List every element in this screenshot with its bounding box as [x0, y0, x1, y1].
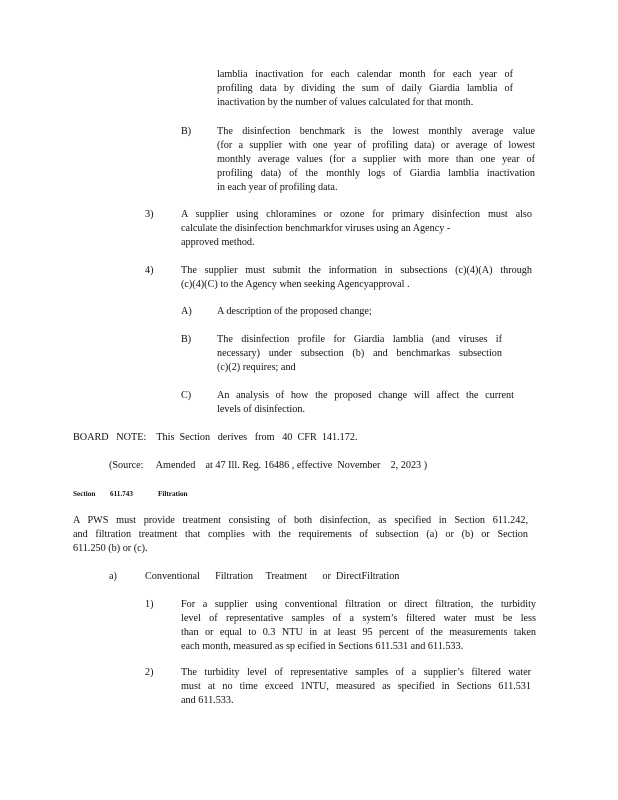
turbidity-limit-paragraph [181, 666, 531, 708]
text-line: than or equal to 0.3 NTU in at least 95 percent of the measurements taken [181, 627, 536, 638]
proposed-change-item [217, 305, 517, 319]
text-line: level of representative samples of a system’s filtered water must be less [181, 613, 536, 624]
text-line: A supplier using chloramines or ozone for primary disinfection must also [181, 209, 532, 220]
analysis-item [217, 389, 514, 417]
section-title: Filtration [158, 490, 188, 498]
text-line: lamblia inactivation for each calendar month for each year of [217, 69, 513, 80]
text-line: A PWS must provide treatment consisting of both disinfection, as specified in Section 611.242, [73, 515, 528, 526]
text-line: profiling data) of the monthly logs of Giardia lamblia inactivation [217, 168, 535, 179]
text-line: inactivation by the number of values calculated for that month. [217, 97, 474, 108]
text-line: An analysis of how the proposed change will affect the current [217, 390, 514, 401]
benchmark-definition-paragraph [217, 125, 535, 195]
subsection-title: Conventional Filtration Treatment or DirectFiltration [145, 571, 400, 582]
submission-paragraph [181, 264, 532, 292]
list-marker: 1) [145, 599, 154, 610]
list-marker: B) [181, 334, 192, 345]
text-line: 611.250 (b) or (c). [73, 543, 148, 554]
text-line: and filtration treatment that complies with the requirements of subsection (a) or (b) or Section [73, 529, 528, 540]
source-note: (Source: Amended at 47 Ill. Reg. 16486 , effective November 2, 2023 ) [109, 460, 428, 471]
text-line: must at no time exceed 1NTU, measured as specified in Sections 611.531 [181, 681, 531, 692]
section-label: Section [73, 490, 96, 498]
section-number: 611.743 [110, 490, 133, 498]
text-line: approved method. [181, 237, 255, 248]
text-line: The disinfection benchmark is the lowest monthly average value [217, 126, 535, 137]
text-line: The turbidity level of representative samples of a supplier’s filtered water [181, 667, 531, 678]
text-line: A description of the proposed change; [217, 306, 372, 317]
list-marker: B) [181, 126, 192, 137]
turbidity-requirement-paragraph [181, 598, 536, 654]
text-line: (c)(2) requires; and [217, 362, 296, 373]
filtration-intro-paragraph [73, 514, 528, 556]
continuation-paragraph [217, 68, 513, 110]
text-line: levels of disinfection. [217, 404, 305, 415]
text-line: (for a supplier with one year of profiling data) or average of lowest [217, 140, 535, 151]
disinfection-profile-item [217, 333, 502, 375]
list-marker: 2) [145, 667, 154, 678]
list-marker: 4) [145, 265, 154, 276]
text-line: in each year of profiling data. [217, 182, 338, 193]
text-line: The disinfection profile for Giardia lamblia (and viruses if [217, 334, 502, 345]
text-line: necessary) under subsection (b) and benchmarkas subsection [217, 348, 502, 359]
board-note: BOARD NOTE: This Section derives from 40 CFR 141.172. [73, 432, 358, 443]
text-line: calculate the disinfection benchmarkfor viruses using an Agency - [181, 223, 451, 234]
list-marker: 3) [145, 209, 154, 220]
text-line: The supplier must submit the information in subsections (c)(4)(A) through [181, 265, 532, 276]
text-line: (c)(4)(C) to the Agency when seeking Agencyapproval . [181, 279, 410, 290]
list-marker: C) [181, 390, 192, 401]
section-heading [73, 487, 188, 501]
text-line: For a supplier using conventional filtration or direct filtration, the turbidity [181, 599, 536, 610]
subsection-marker: a) [109, 571, 117, 582]
text-line: each month, measured as sp ecified in Sections 611.531 and 611.533. [181, 641, 464, 652]
virus-benchmark-paragraph [181, 208, 532, 250]
text-line: and 611.533. [181, 695, 234, 706]
text-line: monthly average values (for a supplier with more than one year of [217, 154, 535, 165]
text-line: profiling data by dividing the sum of daily Giardia lamblia of [217, 83, 513, 94]
list-marker: A) [181, 306, 192, 317]
